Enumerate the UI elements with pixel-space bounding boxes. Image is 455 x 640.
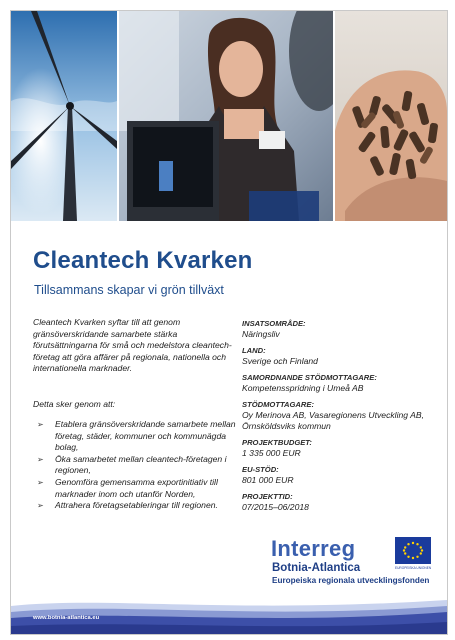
list-item: ➢ Etablera gränsöverskridande samarbete mellan företag, städer, kommuner och kommunägda bolag, (37, 419, 236, 453)
list-item: ➢ Öka samarbetet mellan cleantech-företagen i regionen, (37, 453, 227, 476)
eu-caption: EUROPEISKA UNIONEN (395, 566, 432, 570)
activities-lead: Detta sker genom att: (33, 399, 116, 409)
project-sheet (10, 10, 448, 635)
hero-photo-strip (11, 11, 447, 221)
fact-project-period: PROJEKTTID: 07/2015–06/2018 (242, 492, 309, 512)
arrow-bullet-icon: ➢ (37, 477, 44, 487)
wind-turbine-photo (11, 11, 117, 221)
fact-lead-beneficiary: SAMORDNANDE STÖDMOTTAGARE: Kompetensspridning i Umeå AB (242, 373, 377, 393)
activities-list (33, 419, 238, 512)
arrow-bullet-icon: ➢ (37, 454, 44, 464)
eu-flag-icon (395, 537, 431, 564)
fact-project-budget: PROJEKTBUDGET: 1 335 000 EUR (242, 438, 312, 458)
arrow-bullet-icon: ➢ (37, 420, 44, 429)
logo-wordmark: Interreg (271, 536, 356, 561)
logo-region: Botnia-Atlantica (272, 562, 361, 574)
footer-wave (11, 596, 447, 634)
fact-focus-area: INSATSOMRÅDE: Näringsliv (242, 319, 306, 339)
page-title: Cleantech Kvarken (33, 247, 253, 274)
footer-url[interactable]: www.botnia-atlantica.eu (33, 615, 100, 621)
woman-3d-printer-photo (119, 11, 333, 221)
fact-beneficiaries: STÖDMOTTAGARE: Oy Merinova AB, Vasaregionens Utveckling AB, Örnsköldsviks kommun (242, 400, 424, 431)
fact-country: LAND: Sverige och Finland (242, 346, 318, 366)
list-item: ➢ Attrahera företagsetableringar till regionen. (37, 500, 218, 511)
intro-paragraph: Cleantech Kvarken syftar till att genom gränsöverskridande samarbete stärka förutsättningarna för små och medelstora cleantech-företag att göra affärer på regionala, nationella och internationella marknader. (33, 317, 232, 374)
wood-pellets-hand-photo (335, 11, 447, 221)
logo-fund: Europeiska regionala utvecklingsfonden (272, 576, 430, 585)
project-facts (242, 319, 442, 519)
list-item: ➢ Genomföra gemensamma exportinitiativ till marknader inom och utanför Norden, (37, 476, 218, 499)
fact-eu-support: EU-STÖD: 801 000 EUR (242, 465, 294, 485)
interreg-logo (271, 536, 443, 592)
arrow-bullet-icon: ➢ (37, 501, 44, 511)
page-subtitle: Tillsammans skapar vi grön tillväxt (34, 283, 224, 297)
